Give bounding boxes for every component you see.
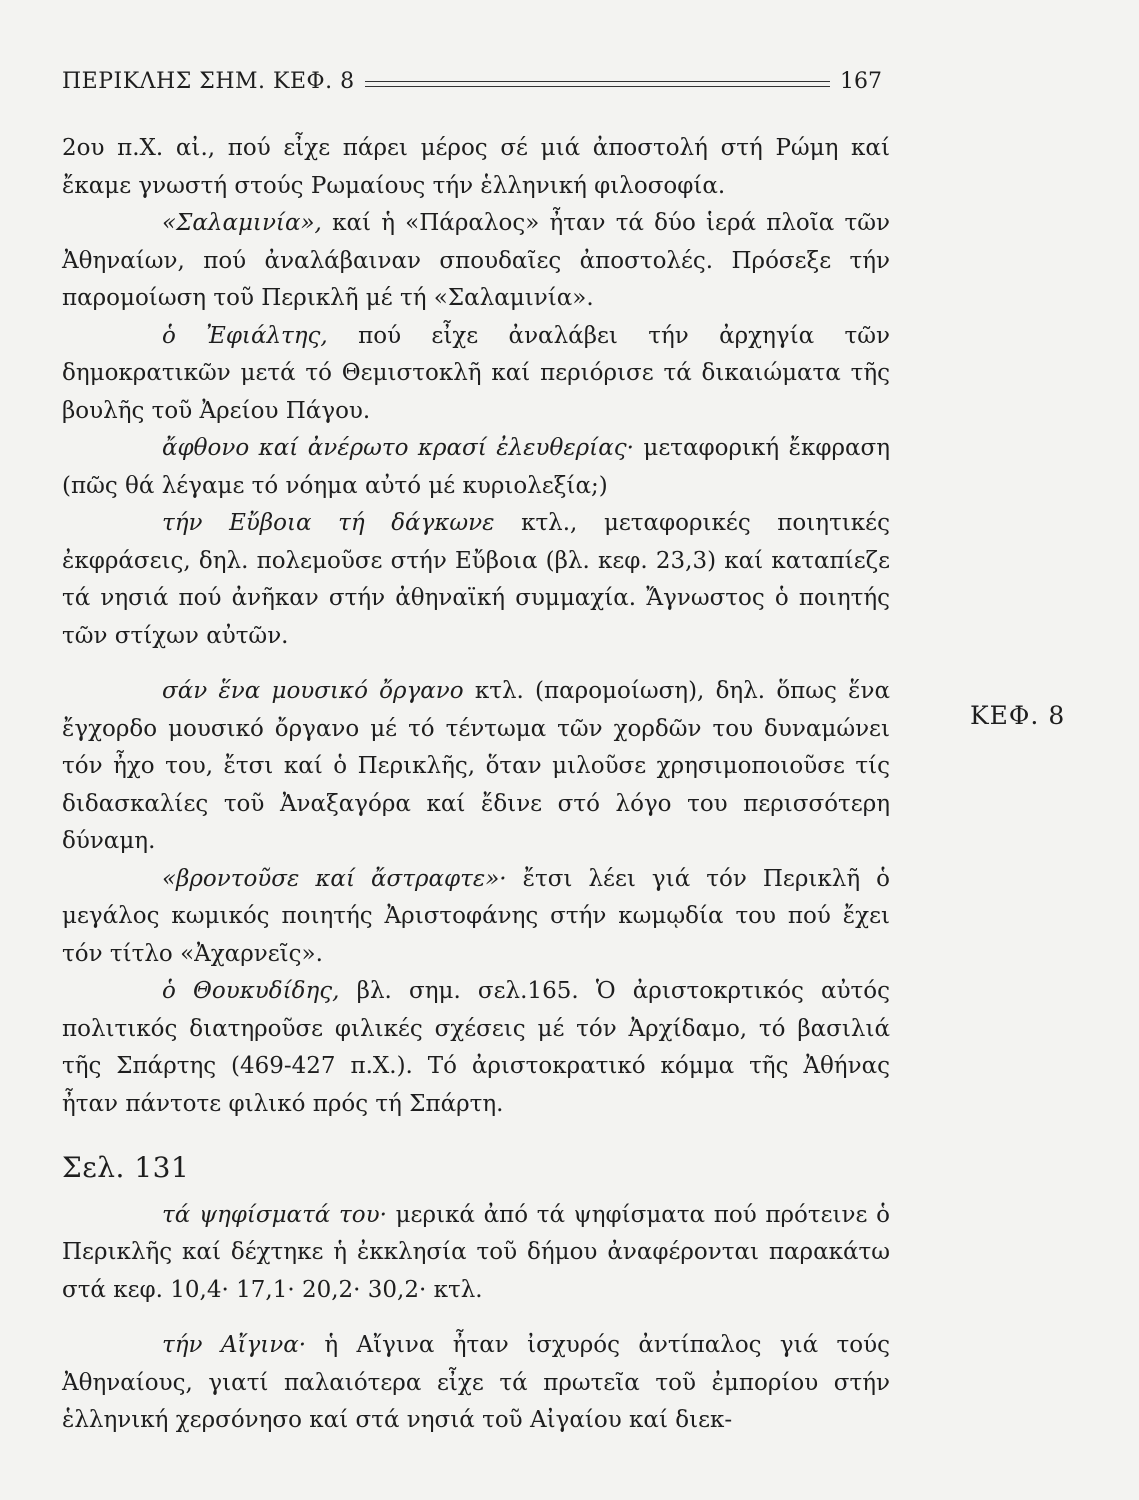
section-heading: Σελ. 131 xyxy=(62,1151,190,1184)
running-header xyxy=(62,60,882,94)
lemma: σάν ἕνα μουσικό ὄργανο xyxy=(162,678,464,704)
lemma: «Σαλαμινία», xyxy=(162,210,322,236)
note-text: πού εἶχε ἀναλάβει τήν ἀρχηγία τῶν δημοκρατικῶν μετά τό Θεμιστοκλῆ καί περιόρισε τά δικαιώματα τῆς βουλῆς τοῦ Ἀρείου Πάγου. xyxy=(62,322,890,424)
lemma: τήν Αἴγινα· xyxy=(162,1332,307,1358)
note-text: ἔτσι λέει γιά τόν Περικλῆ ὁ μεγάλος κωμικός ποιητής Ἀριστοφάνης στήν κωμῳδία του πού ἔχει τόν τίτλο «Ἀχαρνεῖς». xyxy=(62,865,890,967)
note-text: μεταφορική ἔκφραση (πῶς θά λέγαμε τό νόημα αὐτό μέ κυριολεξία;) xyxy=(62,435,890,499)
note-krasi xyxy=(62,430,890,505)
note-text: βλ. σημ. σελ.165. Ὁ ἀριστοκρτικός αὐτός πολιτικός διατηροῦσε φιλικές σχέσεις μέ τόν Ἀρχίδαμο, τό βασιλιά τῆς Σπάρτης (469-427 π.Χ.). Τό ἀριστοκρατικό κόμμα τῆς Ἀθήνας ἦταν πάντοτε φιλικό πρός τή Σπάρτη. xyxy=(62,978,891,1117)
note-thoukydidis xyxy=(62,973,890,1123)
note-text: μερικά ἀπό τά ψηφίσματα πού πρότεινε ὁ Περικλῆς καί δέχτηκε ἡ ἐκκλησία τοῦ δήμου ἀναφέρονται παρακάτω στά κεφ. 10,4· 17,1· 20,2· 30,2· κτλ. xyxy=(62,1201,890,1303)
lemma: ὁ Ἐφιάλτης, xyxy=(162,322,328,349)
note-salaminia xyxy=(62,205,890,318)
running-title: ΠΕΡΙΚΛΗΣ ΣΗΜ. ΚΕΦ. 8 xyxy=(62,69,355,94)
note-mousiko-organo xyxy=(62,673,890,861)
margin-chapter-note: ΚΕΦ. 8 xyxy=(970,701,1066,730)
note-efialtis xyxy=(62,318,890,431)
commentary-body xyxy=(62,130,890,1440)
note-text: ἡ Αἴγινα ἦταν ἰσχυρός ἀντίπαλος γιά τούς Ἀθηναίους, γιατί παλαιότερα εἶχε τά πρωτεῖα τοῦ ἐμπορίου στήν ἑλληνική χερσόνησο καί στά νησιά τοῦ Αἰγαίου καί διεκ- xyxy=(62,1332,890,1433)
lemma: τά ψηφίσματά του· xyxy=(162,1201,387,1228)
header-double-rule xyxy=(365,81,830,87)
note-text: κτλ. (παρομοίωση), δηλ. ὅπως ἕνα ἔγχορδο μουσικό ὄργανο μέ τό τέντωμα τῶν χορδῶν του δυναμώνει τόν ἦχο του, ἔτσι καί ὁ Περικλῆς, ὅταν μιλοῦσε χρησιμοποιοῦσε τίς διδασκαλίες τοῦ Ἀναξαγόρα καί ἔδινε στό λόγο του περισσότερη δύναμη. xyxy=(62,678,890,854)
note-aigina xyxy=(62,1327,890,1440)
note-text: καί ἡ «Πάραλος» ἦταν τά δύο ἱερά πλοῖα τῶν Ἀθηναίων, πού ἀναλάβαιναν σπουδαῖες ἀποστολές. Πρόσεξε τήν παρομοίωση τοῦ Περικλῆ μέ τή «Σαλαμινία». xyxy=(62,210,890,311)
note-text: κτλ., μεταφορικές ποιητικές ἐκφράσεις, δηλ. πολεμοῦσε στήν Εὔβοια (βλ. κεφ. 23,3) καί καταπίεζε τά νησιά πού ἀνῆκαν στήν ἀθηναϊκή συμμαχία. Ἄγνωστος ὁ ποιητής τῶν στίχων αὐτῶν. xyxy=(62,510,890,649)
paragraph-continuation: 2ου π.Χ. αἰ., πού εἶχε πάρει μέρος σέ μιά ἀποστολή στή Ρώμη καί ἔκαμε γνωστή στούς Ρωμαίους τήν ἑλληνική φιλοσοφία. xyxy=(62,135,890,199)
note-evoia xyxy=(62,505,890,655)
lemma: ἄφθονο καί ἀνέρωτο κρασί ἐλευθερίας· xyxy=(162,435,634,461)
note-vrontouse xyxy=(62,861,890,974)
note-psifismata xyxy=(62,1197,890,1310)
page-number: 167 xyxy=(840,69,882,94)
lemma: τήν Εὔβοια τή δάγκωνε xyxy=(162,510,495,536)
lemma: ὁ Θουκυδίδης, xyxy=(162,978,340,1004)
lemma: «βροντοῦσε καί ἄστραφτε»· xyxy=(162,865,507,892)
